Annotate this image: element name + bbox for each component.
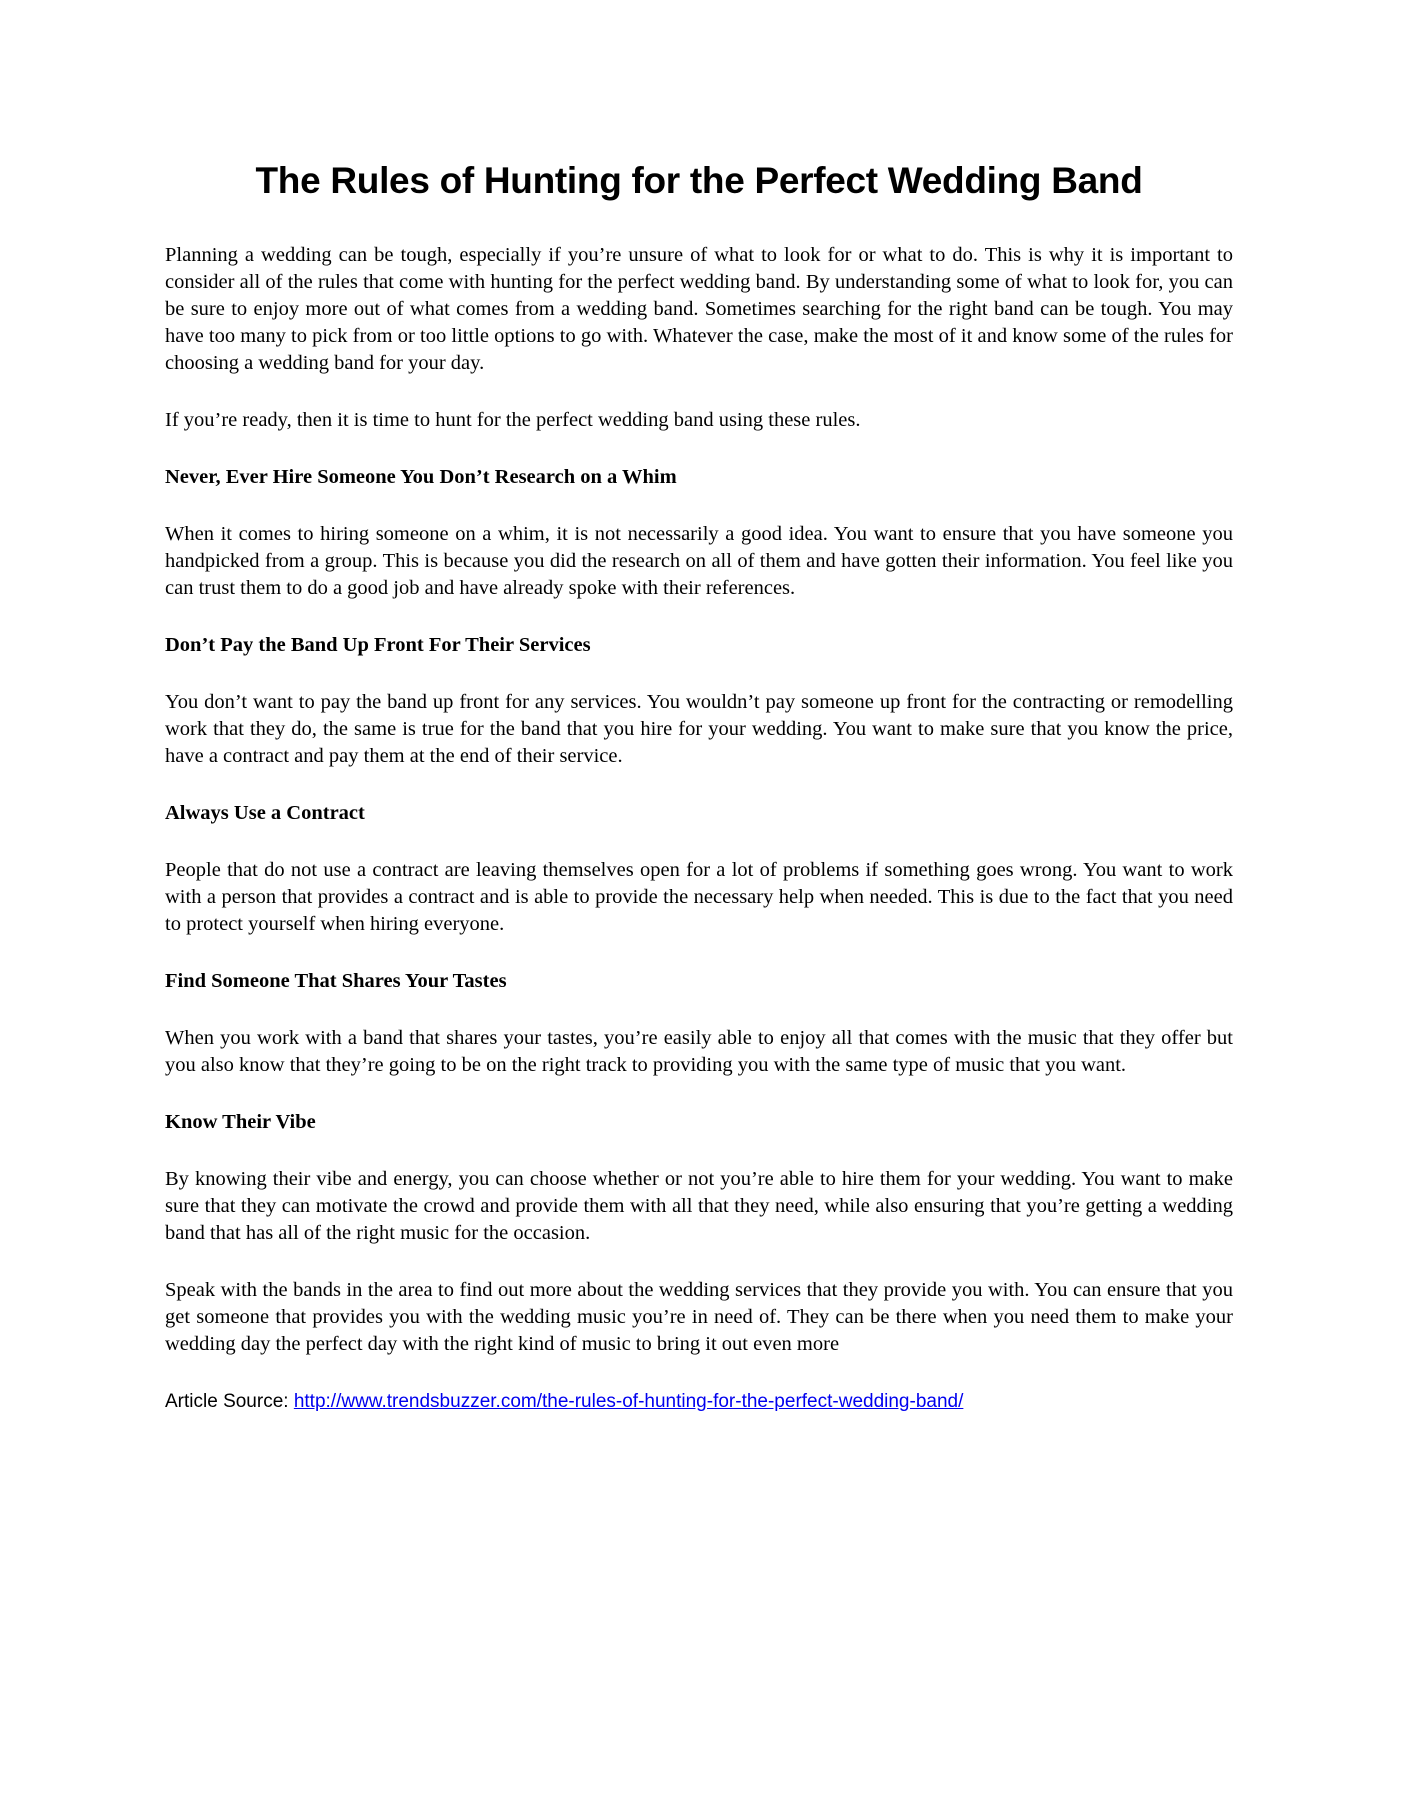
section-body-vibe: By knowing their vibe and energy, you can choose whether or not you’re able to hire them for your wedding. You want to make sure that they can motivate the crowd and provide them with all that they need, while also ensuring that you’re getting a wedding band that has all of the right music for the occasion. [165, 1168, 1233, 1244]
section-body-tastes: When you work with a band that shares your tastes, you’re easily able to enjoy all that comes with the music that they offer but you also know that they’re going to be on the right track to providing you with the same type of music that you want. [165, 1027, 1233, 1076]
section-heading-vibe: Know Their Vibe [165, 1111, 316, 1133]
closing-paragraph: Speak with the bands in the area to find out more about the wedding services that they provide you with. You can ensure that you get someone that provides you with the wedding music you’re in need of. They can be there when you need them to make your wedding day the perfect day with the right kind of music to bring it out even more [165, 1279, 1233, 1355]
article-source-label: Article Source: [165, 1391, 294, 1412]
intro-paragraph-1: Planning a wedding can be tough, especially if you’re unsure of what to look for or what to do. This is why it is important to consider all of the rules that come with hunting for the perfect wedding band. By understanding some of what to look for, you can be sure to enjoy more out of what comes from a wedding band. Sometimes searching for the right band can be tough. You may have too many to pick from or too little options to go with. Whatever the case, make the most of it and know some of the rules for choosing a wedding band for your day. [165, 244, 1233, 374]
section-body-payment: You don’t want to pay the band up front for any services. You wouldn’t pay someone up front for the contracting or remodelling work that they do, the same is true for the band that you hire for your wedding. You want to make sure that you know the price, have a contract and pay them at the end of their service. [165, 691, 1233, 767]
section-heading-tastes: Find Someone That Shares Your Tastes [165, 970, 507, 992]
section-body-research: When it comes to hiring someone on a whim, it is not necessarily a good idea. You want to ensure that you have someone you handpicked from a group. This is because you did the research on all of them and have gotten their information. You feel like you can trust them to do a good job and have already spoke with their references. [165, 523, 1233, 599]
section-heading-payment: Don’t Pay the Band Up Front For Their Services [165, 634, 591, 656]
document-title: The Rules of Hunting for the Perfect Wedding Band [255, 160, 1143, 201]
section-body-contract: People that do not use a contract are leaving themselves open for a lot of problems if something goes wrong. You want to work with a person that provides a contract and is able to provide the necessary help when needed. This is due to the fact that you need to protect yourself when hiring everyone. [165, 859, 1233, 935]
article-source [165, 1388, 1233, 1415]
section-heading-research: Never, Ever Hire Someone You Don’t Research on a Whim [165, 466, 677, 488]
article-source-link[interactable]: http://www.trendsbuzzer.com/the-rules-of-hunting-for-the-perfect-wedding-band/ [293, 1391, 964, 1412]
section-heading-contract: Always Use a Contract [165, 802, 365, 824]
document-page [165, 160, 1233, 1415]
intro-paragraph-2: If you’re ready, then it is time to hunt for the perfect wedding band using these rules. [165, 409, 861, 431]
